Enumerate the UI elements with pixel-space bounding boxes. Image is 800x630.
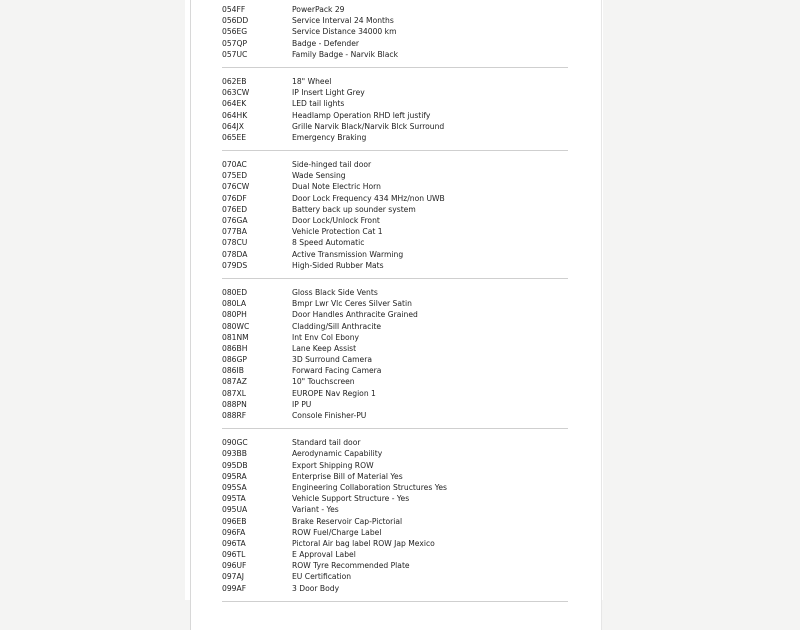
- option-code: 079DS: [222, 260, 248, 270]
- option-code: 086BH: [222, 343, 248, 353]
- option-description: Console Finisher-PU: [292, 411, 367, 420]
- option-description: Door Handles Anthracite Grained: [292, 310, 418, 320]
- list-item: [222, 181, 568, 192]
- option-description: Active Transmission Warming: [292, 249, 404, 259]
- option-description: EUROPE Nav Region 1: [292, 388, 376, 398]
- option-description: Wade Sensing: [292, 171, 346, 181]
- list-item: [222, 215, 568, 226]
- option-description: Forward Facing Camera: [292, 366, 382, 376]
- option-code: 096TA: [222, 538, 246, 548]
- option-group: [222, 76, 568, 143]
- option-code: 070AC: [222, 160, 247, 170]
- option-code: 076CW: [222, 182, 250, 192]
- group-divider: [222, 150, 568, 151]
- option-description: 10" Touchscreen: [292, 377, 355, 387]
- option-description: Pictoral Air bag label ROW Jap Mexico: [292, 538, 435, 548]
- option-description: Engineering Collaboration Structures Yes: [292, 482, 447, 492]
- list-item: [222, 98, 568, 109]
- option-code: 096FA: [222, 527, 246, 537]
- option-code: 080LA: [222, 299, 247, 309]
- list-item: [222, 121, 568, 132]
- list-item: [222, 132, 568, 143]
- list-item: [222, 538, 568, 549]
- list-item: [222, 49, 568, 60]
- option-description: LED tail lights: [292, 99, 345, 109]
- option-code: 076GA: [222, 216, 248, 225]
- option-description: 18" Wheel: [292, 76, 332, 86]
- option-description: Export Shipping ROW: [292, 460, 374, 470]
- option-code: 095UA: [222, 505, 248, 515]
- option-code: 080PH: [222, 310, 247, 320]
- option-description: Brake Reservoir Cap-Pictorial: [292, 516, 403, 526]
- option-description: PowerPack 29: [292, 5, 345, 14]
- list-item: [222, 4, 568, 15]
- list-item: [222, 448, 568, 459]
- list-item: [222, 571, 568, 582]
- list-item: [222, 343, 568, 354]
- option-description: 3D Surround Camera: [292, 355, 372, 365]
- option-description: Grille Narvik Black/Narvik Blck Surround: [292, 121, 445, 131]
- option-code: 056EG: [222, 27, 248, 37]
- option-description: ROW Fuel/Charge Label: [292, 527, 382, 537]
- list-item: [222, 110, 568, 121]
- option-code: 087AZ: [222, 377, 247, 387]
- option-description: Dual Note Electric Horn: [292, 182, 381, 192]
- list-item: [222, 159, 568, 170]
- option-code: 080WC: [222, 321, 250, 331]
- option-code: 064HK: [222, 110, 248, 120]
- option-code: 057QP: [222, 38, 248, 48]
- option-description: IP Insert Light Grey: [292, 88, 365, 98]
- list-item: [222, 204, 568, 215]
- list-item: [222, 560, 568, 571]
- option-description: Family Badge - Narvik Black: [292, 49, 399, 59]
- list-item: [222, 376, 568, 387]
- option-code: 065EE: [222, 132, 247, 142]
- option-description: 8 Speed Automatic: [292, 238, 365, 248]
- list-item: [222, 437, 568, 448]
- option-description: Gloss Black Side Vents: [292, 287, 378, 297]
- list-item: [222, 460, 568, 471]
- list-item: [222, 237, 568, 248]
- group-divider: [222, 278, 568, 279]
- list-item: [222, 504, 568, 515]
- option-code: 095DB: [222, 460, 248, 470]
- group-divider: [222, 67, 568, 68]
- option-code: 080ED: [222, 287, 248, 297]
- option-description: Door Lock/Unlock Front: [292, 216, 380, 225]
- list-item: [222, 399, 568, 410]
- option-description: Enterprise Bill of Material Yes: [292, 471, 403, 481]
- option-code: 064JX: [222, 121, 244, 131]
- option-code: 056DD: [222, 16, 249, 26]
- option-code: 088RF: [222, 411, 247, 420]
- list-item: [222, 482, 568, 493]
- list-item: [222, 287, 568, 298]
- option-code: 093BB: [222, 449, 247, 459]
- option-group: [222, 287, 568, 421]
- list-item: [222, 365, 568, 376]
- list-item: [222, 249, 568, 260]
- option-description: Service Interval 24 Months: [292, 16, 394, 26]
- list-item: [222, 410, 568, 421]
- list-item: [222, 76, 568, 87]
- option-code: 095SA: [222, 482, 247, 492]
- list-item: [222, 170, 568, 181]
- list-item: [222, 26, 568, 37]
- option-code: 054FF: [222, 5, 246, 14]
- option-code: 077BA: [222, 227, 247, 237]
- option-code: 078DA: [222, 249, 248, 259]
- list-item: [222, 226, 568, 237]
- list-item: [222, 309, 568, 320]
- option-code: 075ED: [222, 171, 248, 181]
- option-code: 087XL: [222, 388, 246, 398]
- option-group: [222, 159, 568, 271]
- option-code: 064EK: [222, 99, 247, 109]
- list-item: [222, 388, 568, 399]
- option-description: Standard tail door: [292, 438, 361, 448]
- option-code: 096EB: [222, 516, 247, 526]
- option-description: Service Distance 34000 km: [292, 27, 397, 37]
- option-description: Lane Keep Assist: [292, 343, 357, 353]
- option-description: Bmpr Lwr Vlc Ceres Silver Satin: [292, 299, 412, 309]
- list-item: [222, 298, 568, 309]
- option-description: Vehicle Protection Cat 1: [292, 227, 383, 237]
- option-description: Int Env Col Ebony: [292, 332, 360, 342]
- option-group: [222, 4, 568, 60]
- option-code: 099AF: [222, 583, 247, 593]
- option-description: Headlamp Operation RHD left justify: [292, 110, 431, 120]
- option-code: 078CU: [222, 238, 248, 248]
- option-group: [222, 437, 568, 594]
- option-code-list: [222, 4, 568, 610]
- option-description: Vehicle Support Structure - Yes: [292, 494, 410, 504]
- list-item: [222, 15, 568, 26]
- option-code: 096UF: [222, 561, 247, 571]
- option-description: High-Sided Rubber Mats: [292, 260, 384, 270]
- option-code: 057UC: [222, 49, 248, 59]
- list-item: [222, 321, 568, 332]
- option-description: Emergency Braking: [292, 132, 367, 142]
- list-item: [222, 583, 568, 594]
- list-item: [222, 354, 568, 365]
- option-description: E Approval Label: [292, 550, 356, 560]
- group-divider: [222, 601, 568, 602]
- option-code: 097AJ: [222, 572, 244, 582]
- option-code: 096TL: [222, 550, 246, 560]
- list-item: [222, 493, 568, 504]
- list-item: [222, 193, 568, 204]
- option-code: 063CW: [222, 88, 250, 98]
- option-description: Variant - Yes: [292, 505, 339, 515]
- list-item: [222, 332, 568, 343]
- option-code: 088PN: [222, 399, 247, 409]
- list-item: [222, 549, 568, 560]
- list-item: [222, 527, 568, 538]
- option-description: Battery back up sounder system: [292, 204, 416, 214]
- option-description: Cladding/Sill Anthracite: [292, 321, 382, 331]
- option-code: 095TA: [222, 494, 246, 504]
- option-description: Door Lock Frequency 434 MHz/non UWB: [292, 193, 445, 203]
- list-item: [222, 38, 568, 49]
- list-item: [222, 260, 568, 271]
- option-description: 3 Door Body: [292, 583, 340, 593]
- option-code: 090GC: [222, 438, 248, 448]
- group-divider: [222, 428, 568, 429]
- option-description: EU Certification: [292, 572, 352, 582]
- list-item: [222, 516, 568, 527]
- option-code: 076DF: [222, 193, 247, 203]
- option-description: IP PU: [292, 399, 312, 409]
- option-description: Aerodynamic Capability: [292, 449, 383, 459]
- option-code: 086IB: [222, 366, 244, 376]
- option-code: 062EB: [222, 76, 247, 86]
- option-code: 086GP: [222, 355, 247, 365]
- option-description: Badge - Defender: [292, 38, 360, 48]
- option-code: 081NM: [222, 332, 249, 342]
- list-item: [222, 471, 568, 482]
- option-code: 076ED: [222, 204, 248, 214]
- option-description: ROW Tyre Recommended Plate: [292, 561, 410, 571]
- list-item: [222, 87, 568, 98]
- option-description: Side-hinged tail door: [292, 160, 372, 170]
- option-code: 095RA: [222, 471, 247, 481]
